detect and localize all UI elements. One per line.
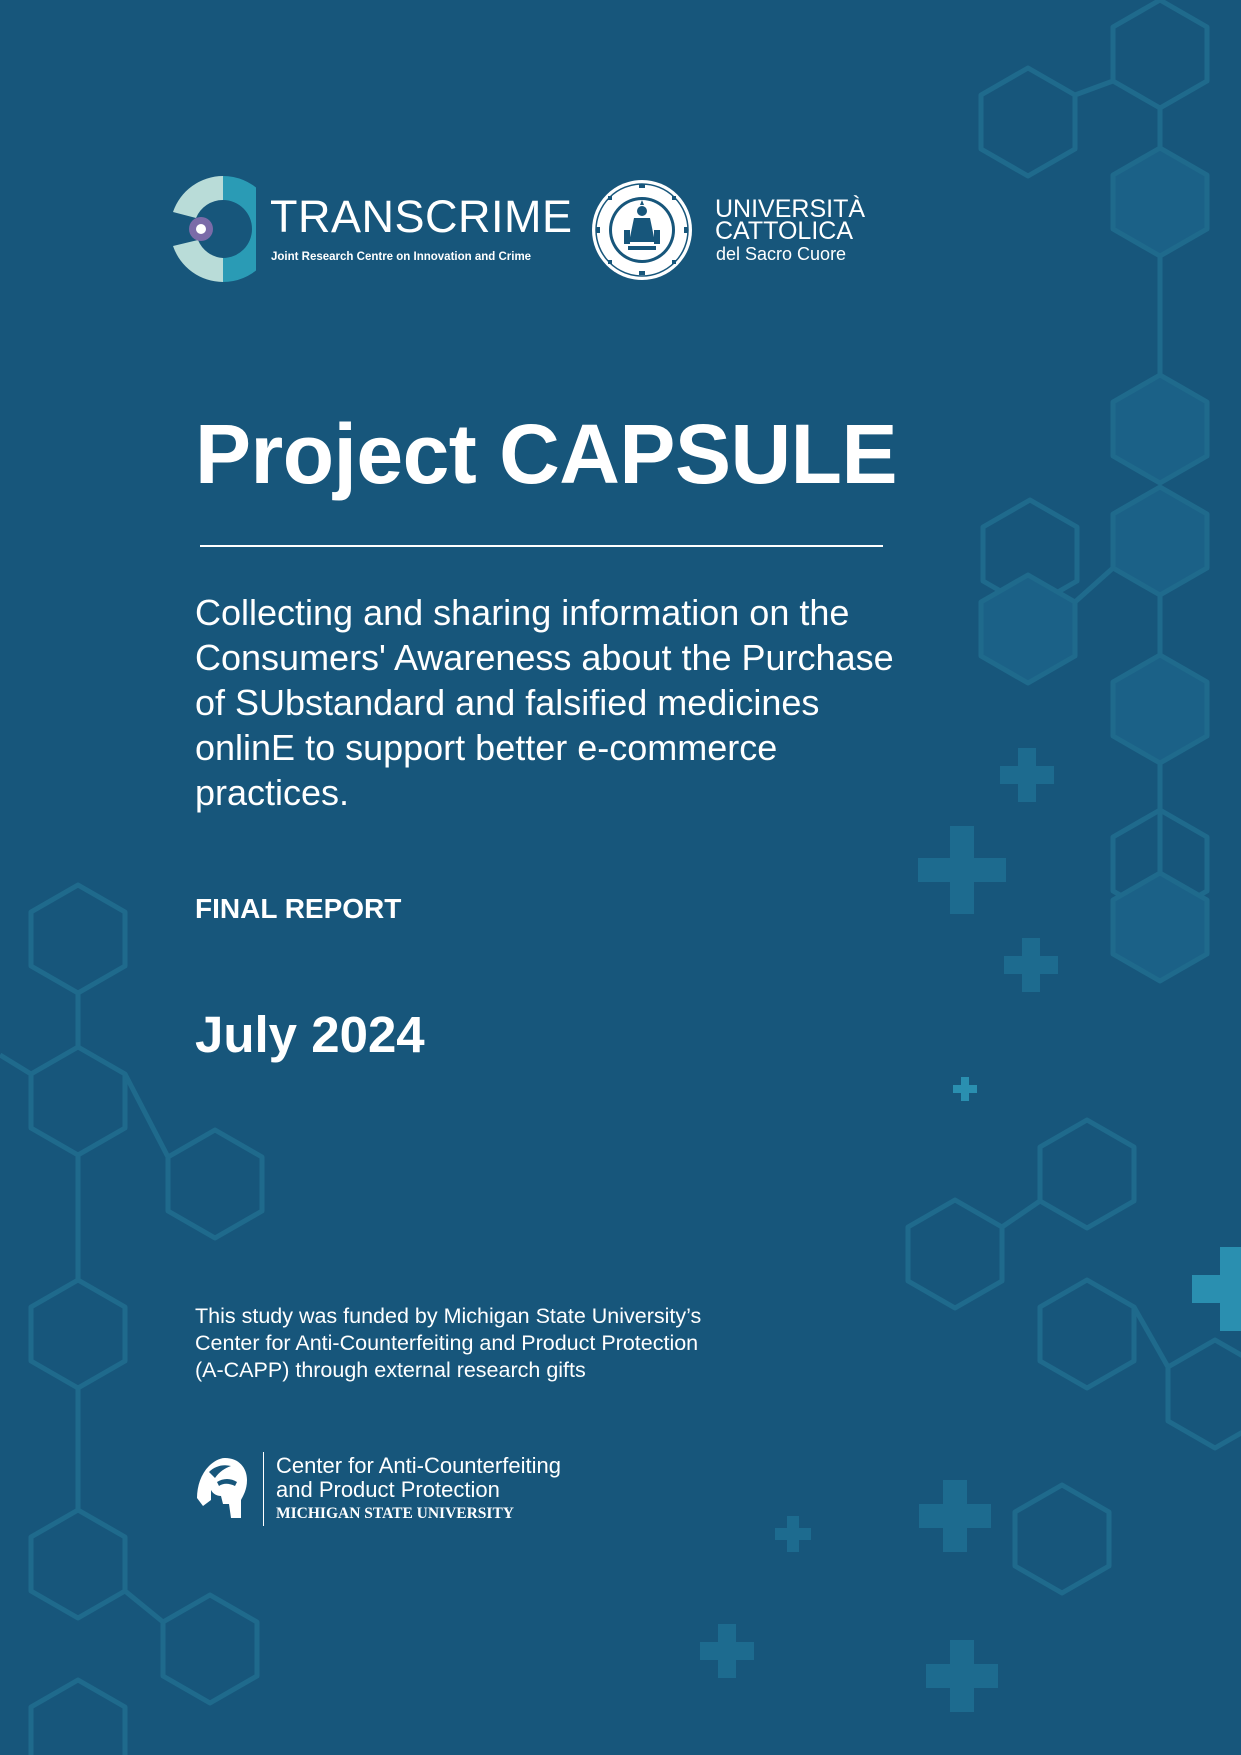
funding-line: (A-CAPP) through external research gifts: [195, 1358, 586, 1382]
hexagon-shape: [163, 1595, 257, 1703]
partner-logos: [170, 176, 870, 286]
funding-line: Center for Anti-Counterfeiting and Product Protection: [195, 1331, 699, 1355]
title-divider: [200, 545, 883, 547]
hexagon-shape: [31, 1510, 125, 1618]
hexagon-shape: [31, 1680, 125, 1755]
cross-shape: [926, 1640, 998, 1712]
hexagon-shape: [1015, 1485, 1109, 1593]
funder-university: MICHIGAN STATE UNIVERSITY: [276, 1505, 514, 1522]
cattolica-subname: del Sacro Cuore: [716, 244, 847, 264]
cattolica-name-line2: CATTOLICA: [715, 217, 853, 245]
transcrime-name: TRANSCRIME: [270, 191, 573, 242]
hexagon-shape: [1040, 1280, 1134, 1388]
cattolica-name-line1: UNIVERSITÀ: [715, 195, 866, 223]
hexagon-shape: [1113, 375, 1207, 483]
hexagon-shape: [31, 1047, 125, 1155]
cattolica-seal-icon: [590, 178, 694, 282]
spartan-helmet-icon: [195, 1456, 249, 1520]
funding-line: This study was funded by Michigan State University’s: [195, 1304, 702, 1328]
cross-shape: [1192, 1247, 1241, 1331]
hexagon-shape: [981, 575, 1075, 683]
funder-name: [276, 1454, 561, 1502]
transcrime-logo-icon: [170, 176, 256, 282]
cross-shape: [1000, 748, 1054, 802]
hexagon-shape: [981, 68, 1075, 176]
report-subtitle: Collecting and sharing information on the Consumers' Awareness about the Purchase of SUbstandard and falsified medicines onlinE to support better e-commerce practices.: [195, 592, 894, 813]
hexagon-shape: [1113, 873, 1207, 981]
cross-shape: [953, 1077, 977, 1101]
hexagon-shape: [1113, 148, 1207, 256]
cross-shape: [775, 1516, 811, 1552]
cattolica-name: [715, 195, 866, 245]
funder-name-line2: and Product Protection: [276, 1477, 500, 1502]
cross-shape: [700, 1624, 754, 1678]
hexagon-shape: [31, 1280, 125, 1388]
hexagon-shape: [1113, 487, 1207, 595]
hexagon-shape: [1040, 1120, 1134, 1228]
report-date: July 2024: [195, 1006, 425, 1063]
cross-shape: [918, 826, 1006, 914]
hexagon-shape: [1113, 0, 1207, 108]
funder-logo-divider: [263, 1452, 264, 1526]
hexagon-shape: [168, 1130, 262, 1238]
cross-shape: [1004, 938, 1058, 992]
funder-logo: [195, 1450, 635, 1530]
funding-statement: [195, 1303, 835, 1384]
report-title: Project CAPSULE: [195, 407, 897, 501]
hexagon-shape: [1113, 655, 1207, 763]
hexagon-shape: [908, 1200, 1002, 1308]
cross-shape: [919, 1480, 991, 1552]
hexagon-shape: [31, 885, 125, 993]
funder-name-line1: Center for Anti-Counterfeiting: [276, 1453, 561, 1478]
hexagon-shape: [1168, 1340, 1241, 1448]
transcrime-tagline: Joint Research Centre on Innovation and Crime: [271, 251, 532, 263]
report-type-label: FINAL REPORT: [195, 893, 402, 924]
